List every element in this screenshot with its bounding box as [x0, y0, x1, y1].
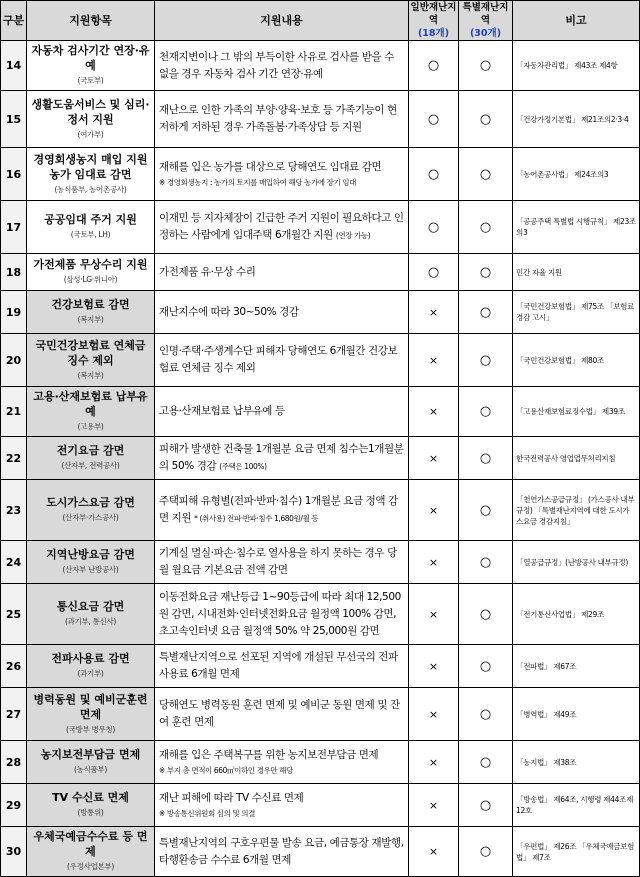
item-name: 자동차 검사기간 연장·유예	[31, 44, 150, 72]
item-agency: (농식품부)	[73, 765, 108, 774]
content-text: 인명·주택·주생계수단 피해자 당해연도 6개월간 건강보험료 연체금 징수 제외	[159, 345, 398, 374]
row-number: 28	[1, 741, 27, 784]
remark: 한국전력공사 영업업무처리지침	[513, 437, 640, 480]
support-item	[27, 827, 155, 877]
general-area-mark: ×	[409, 334, 459, 387]
remark: 「농지법」 제38조	[513, 741, 640, 784]
general-area-mark: ×	[409, 827, 459, 877]
general-area-mark: ×	[409, 784, 459, 827]
general-area-mark: ○	[409, 148, 459, 201]
support-content	[155, 541, 409, 584]
content-text: 특별재난지역의 구호우편물 발송 요금, 예금통장 재발행, 타행환송금 수수료 6개월 면제	[159, 836, 404, 866]
support-content	[155, 254, 409, 291]
remark: 「국민건강보험법」 제75조 「보험료경감 고시」	[513, 291, 640, 334]
item-name: 우체국예금수수료 등 면제	[33, 830, 148, 858]
special-area-mark: ○	[459, 541, 513, 584]
item-name: 통신요금 감면	[56, 600, 125, 613]
remark: 「천연가스공급규정」 (가스공사 내부규정) 「특별재난지역에 대한 도시가스요금 경감지침」	[513, 480, 640, 541]
item-name: 전기요금 감면	[56, 444, 125, 457]
special-area-mark: ○	[459, 148, 513, 201]
special-area-mark: ○	[459, 688, 513, 741]
support-content	[155, 41, 409, 91]
special-area-mark: ○	[459, 334, 513, 387]
item-agency: (산자부 난방공사)	[62, 565, 119, 574]
content-note: ※ 방송통신위원회 심의 및 의결	[159, 808, 255, 818]
row-number: 29	[1, 784, 27, 827]
support-item	[27, 387, 155, 437]
support-item	[27, 645, 155, 688]
content-text: 재난 피해에 따라 TV 수신료 면제	[159, 791, 304, 804]
item-agency: (복지부)	[77, 370, 104, 380]
row-number: 14	[1, 41, 27, 91]
row-number: 16	[1, 148, 27, 201]
general-area-mark: ×	[409, 480, 459, 541]
support-content	[155, 387, 409, 437]
support-content	[155, 827, 409, 877]
content-note: ※ 경영회생농지 : 농가의 토지를 매입하여 해당 농가에 장기 임대	[159, 177, 356, 187]
remark: 민간 자율 지원	[513, 254, 640, 291]
item-name: 공공임대 주거 지원	[44, 213, 137, 226]
row-number: 26	[1, 645, 27, 688]
content-inline-note: * (취사용) 전파·반파·침수 1,680원/월 등	[194, 514, 319, 523]
support-content	[155, 584, 409, 645]
item-name: 경영회생농지 매입 지원 농가 임대료 감면	[33, 152, 148, 181]
item-agency: (국토부)	[77, 76, 104, 85]
item-name: 생활도움서비스 및 심리·정서 지원	[31, 97, 150, 126]
header-general-label: 일반재난지역	[410, 2, 457, 26]
special-area-mark: ○	[459, 91, 513, 148]
content-text: 특별재난지역으로 선포된 지역에 개설된 무선국의 전파사용료 6개월 면제	[159, 651, 398, 680]
support-item	[27, 437, 155, 480]
special-area-mark: ○	[459, 741, 513, 784]
support-item	[27, 334, 155, 387]
table-row	[1, 480, 640, 541]
remark: 「자동차관리법」 제43조 제4항	[513, 41, 640, 91]
support-content	[155, 741, 409, 784]
row-number: 30	[1, 827, 27, 877]
support-content	[155, 148, 409, 201]
table-row	[1, 541, 640, 584]
table-row	[1, 41, 640, 91]
general-area-mark: ×	[409, 688, 459, 741]
header-remark: 비고	[513, 1, 640, 41]
general-area-mark: ×	[409, 291, 459, 334]
remark: 「병역법」 제49조	[513, 688, 640, 741]
content-text: 이재민 등 지자체장이 긴급한 주거 지원이 필요하다고 인정하는 사람에게 임대주택 6개월간 지원	[159, 212, 404, 241]
general-area-mark: ×	[409, 387, 459, 437]
general-area-mark: ×	[409, 645, 459, 688]
special-area-mark: ○	[459, 584, 513, 645]
support-content	[155, 437, 409, 480]
support-item	[27, 254, 155, 291]
item-agency: (과기부)	[77, 669, 104, 678]
header-special-count: (30개)	[469, 28, 502, 39]
remark: 「방송법」 제64조, 시행령 제44조제12호	[513, 784, 640, 827]
general-area-mark: ×	[409, 741, 459, 784]
table-row	[1, 784, 640, 827]
special-area-mark: ○	[459, 784, 513, 827]
header-general	[409, 1, 459, 41]
row-number: 18	[1, 254, 27, 291]
table-row	[1, 584, 640, 645]
remark: 「건강가정기본법」 제21조의2·3·4	[513, 91, 640, 148]
item-agency: (여가부)	[77, 129, 104, 139]
special-area-mark: ○	[459, 827, 513, 877]
header-general-count: (18개)	[417, 28, 450, 39]
table-row	[1, 148, 640, 201]
special-area-mark: ○	[459, 254, 513, 291]
item-name: 가전제품 무상수리 지원	[33, 258, 148, 271]
item-agency: (산자부, 전력공사)	[61, 461, 120, 470]
table-row	[1, 91, 640, 148]
remark: 「열공급규정」(난방공사 내부규정)	[513, 541, 640, 584]
item-agency: (산자부·가스공사)	[62, 513, 119, 522]
remark: 「우편법」 제26조 「우체국예금보험법」 제7조	[513, 827, 640, 877]
content-text: 천재지변이나 그 밖의 부득이한 사유로 검사를 받을 수 없을 경우 자동차 검사 기간 연장·유예	[159, 50, 394, 80]
general-area-mark: ○	[409, 254, 459, 291]
general-area-mark: ×	[409, 437, 459, 480]
header-special	[459, 1, 513, 41]
general-area-mark: ○	[409, 41, 459, 91]
content-text: 주택피해 유형별(전파·반파·침수) 1개월분 요금 정액 감면 지원	[159, 495, 398, 524]
item-agency: (국방부 병무청)	[65, 724, 115, 734]
content-text: 재해를 입은 주택복구를 위한 농지보전부담금 면제	[159, 748, 379, 761]
item-name: 지역난방요금 감면	[46, 548, 135, 561]
item-agency: (우정사업본부)	[67, 862, 114, 871]
row-number: 21	[1, 387, 27, 437]
row-number: 15	[1, 91, 27, 148]
table-row	[1, 437, 640, 480]
row-number: 27	[1, 688, 27, 741]
content-text: 재난지수에 따라 30~50% 경감	[159, 305, 299, 318]
item-name: 국민건강보험료 연체금 징수 제외	[35, 338, 146, 367]
item-name: 건강보험료 감면	[51, 298, 130, 311]
support-content	[155, 201, 409, 254]
table-row	[1, 334, 640, 387]
support-item	[27, 41, 155, 91]
special-area-mark: ○	[459, 480, 513, 541]
support-item	[27, 291, 155, 334]
remark: 「전파법」 제67조	[513, 645, 640, 688]
row-number: 22	[1, 437, 27, 480]
support-content	[155, 645, 409, 688]
row-number: 24	[1, 541, 27, 584]
support-content	[155, 291, 409, 334]
table-row	[1, 387, 640, 437]
remark: 「농어촌공사법」 제24조의3	[513, 148, 640, 201]
content-text: 당해연도 병력동원 훈련 면제 및 예비군 동원 면제 및 잔여 훈련 면제	[159, 699, 400, 728]
support-content	[155, 784, 409, 827]
row-number: 23	[1, 480, 27, 541]
table-row	[1, 688, 640, 741]
content-inline-note: (연장 가능)	[335, 231, 371, 240]
special-area-mark: ○	[459, 201, 513, 254]
content-text: 이동전화요금 재난등급 1~90등급에 따라 최대 12,500원 감면, 시내전화·인터넷전화요금 월정액 100% 감면, 초고속인터넷 요금 월정액 50% 약 25,000원 감면	[159, 590, 401, 637]
table-row	[1, 645, 640, 688]
support-item	[27, 541, 155, 584]
remark: 「고용산재보험료징수법」 제39조	[513, 387, 640, 437]
support-item	[27, 784, 155, 827]
item-name: 도시가스요금 감면	[46, 496, 135, 509]
header-no: 구분	[1, 1, 27, 41]
header-special-label: 특별재난지역	[462, 2, 509, 26]
support-item	[27, 148, 155, 201]
special-area-mark: ○	[459, 387, 513, 437]
header-item: 지원항목	[27, 1, 155, 41]
item-name: 농지보전부담금 면제	[40, 748, 141, 761]
general-area-mark: ×	[409, 541, 459, 584]
support-item	[27, 480, 155, 541]
table-row	[1, 827, 640, 877]
row-number: 20	[1, 334, 27, 387]
general-area-mark: ○	[409, 91, 459, 148]
table-row	[1, 291, 640, 334]
header-row	[1, 1, 640, 41]
item-agency: (고용부)	[77, 422, 104, 431]
item-name: TV 수신료 면제	[52, 791, 129, 804]
content-text: 기계실 멸실·파손·침수로 열사용을 하지 못하는 경우 당월 월요금 기본요금 전액 감면	[159, 547, 397, 576]
header-content: 지원내용	[155, 1, 409, 41]
item-agency: (삼성·LG·위니아)	[63, 275, 118, 284]
general-area-mark: ○	[409, 201, 459, 254]
item-name: 고용·산재보험료 납부유예	[33, 390, 148, 418]
table-row	[1, 201, 640, 254]
special-area-mark: ○	[459, 41, 513, 91]
special-area-mark: ○	[459, 291, 513, 334]
support-content	[155, 91, 409, 148]
general-area-mark: ×	[409, 584, 459, 645]
content-text: 가전제품 유·무상 수리	[159, 265, 256, 278]
table-row	[1, 741, 640, 784]
remark: 「국민건강보험법」 제80조	[513, 334, 640, 387]
row-number: 25	[1, 584, 27, 645]
item-agency: (복지부)	[77, 315, 104, 324]
content-inline-note: (주택은 100%)	[219, 462, 267, 471]
remark: 「공공주택 특별법 시행규칙」 제23조의3	[513, 201, 640, 254]
support-item	[27, 201, 155, 254]
item-agency: (국토부, LH)	[70, 230, 111, 239]
special-area-mark: ○	[459, 437, 513, 480]
support-item	[27, 688, 155, 741]
special-area-mark: ○	[459, 645, 513, 688]
table-row	[1, 254, 640, 291]
row-number: 17	[1, 201, 27, 254]
item-agency: (방통위)	[77, 808, 104, 817]
item-agency: (과기부, 통신사)	[64, 617, 117, 626]
remark: 「전기통신사업법」 제29조	[513, 584, 640, 645]
item-name: 병력동원 및 예비군훈련 면제	[33, 692, 148, 721]
support-item	[27, 91, 155, 148]
support-item	[27, 584, 155, 645]
content-text: 재해를 입은 농가를 대상으로 당해연도 임대료 감면	[159, 160, 382, 173]
item-agency: (농식품부, 농어촌공사)	[54, 184, 127, 194]
support-content	[155, 334, 409, 387]
content-text: 고용·산재보험료 납부유예 등	[159, 405, 285, 417]
item-name: 전파사용료 감면	[51, 652, 130, 665]
row-number: 19	[1, 291, 27, 334]
content-text: 피해가 발생한 건축물 1개월분 요금 면제 침수는1개월분의 50% 경감	[159, 443, 404, 472]
content-note: ※ 부지 총 면적이 660㎡이하인 경우만 해당	[159, 765, 293, 775]
support-content	[155, 688, 409, 741]
support-item	[27, 741, 155, 784]
support-content	[155, 480, 409, 541]
content-text: 재난으로 인한 가족의 부양·양육·보호 등 가족기능이 현저하게 저하된 경우 가족돌봄·가족상담 등 지원	[159, 104, 397, 133]
